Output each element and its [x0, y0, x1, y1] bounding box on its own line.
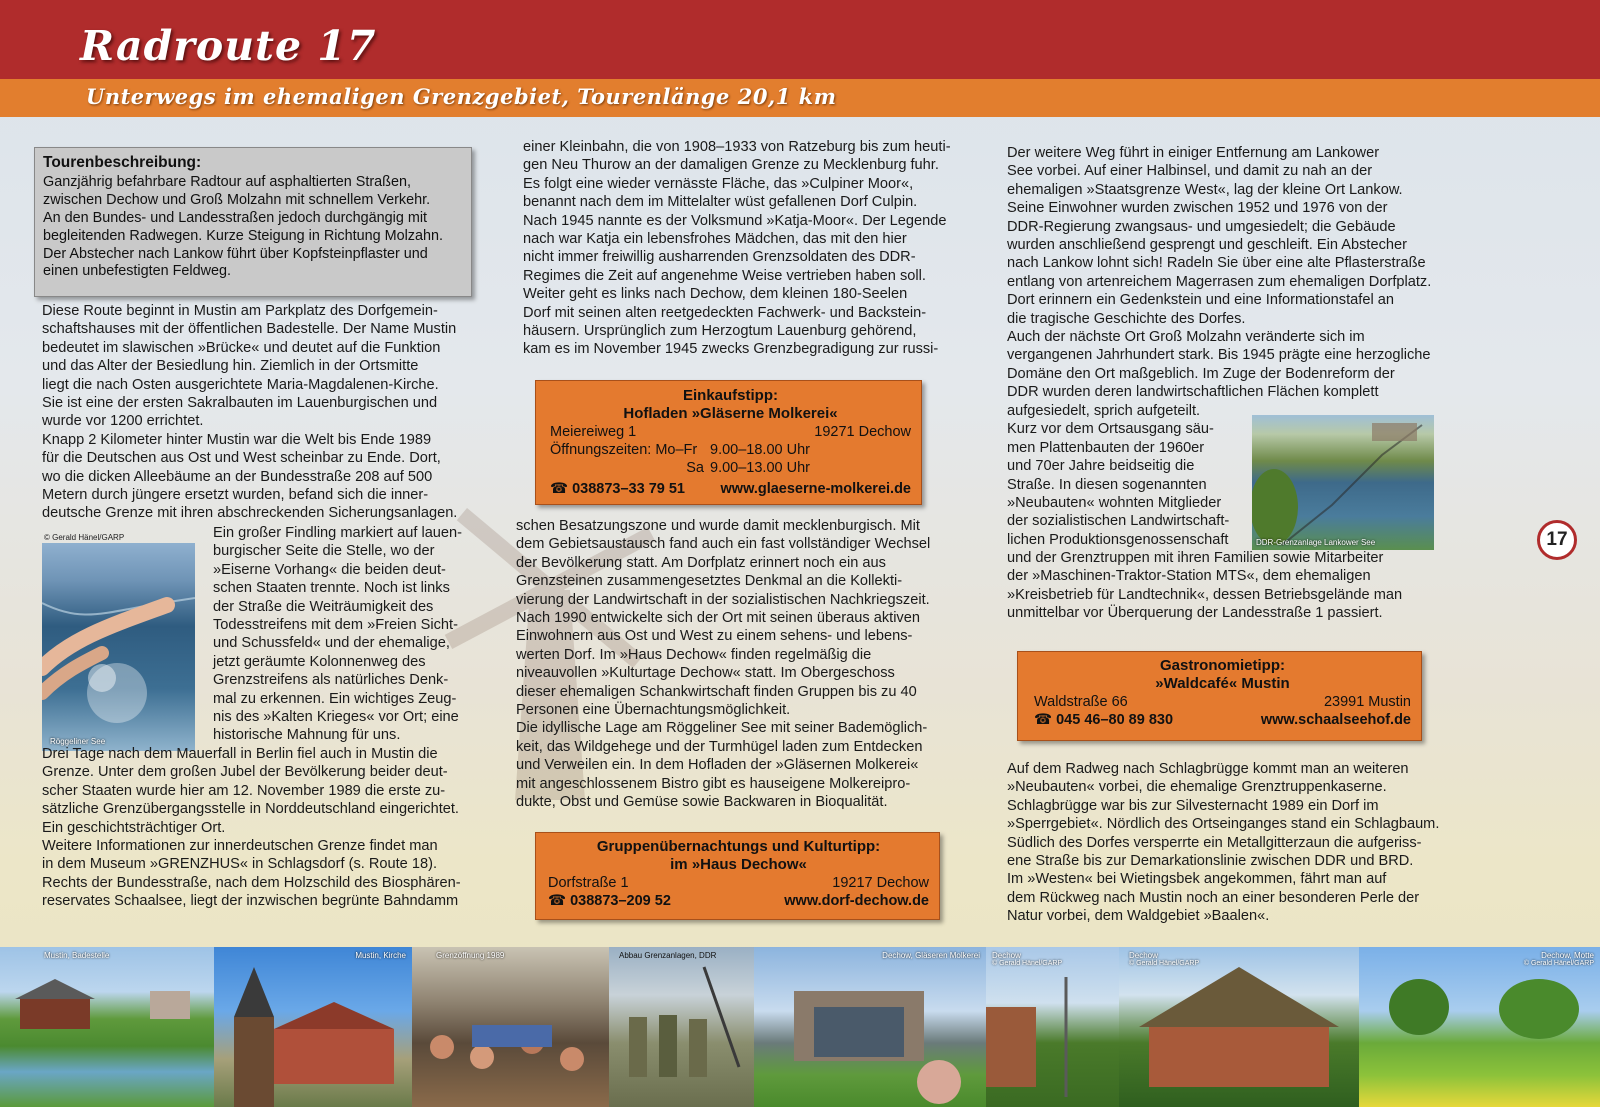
photo-grenzoeffnung	[412, 947, 609, 1107]
text-line: See vorbei. Auf einer Halbinsel, und damit zu nah an der	[1007, 163, 1373, 180]
text-line: Grenzsteinen zusammengesetztes Denkmal an die Kollekti-	[516, 573, 903, 590]
tour-box-line: einen unbefestigten Feldweg.	[43, 263, 232, 280]
text-line: und der Grenztruppen mit ihren Familien sowie Mitarbeiter	[1007, 550, 1384, 566]
shopping-tip-hours-day2: Sa	[686, 460, 704, 476]
group-tip-street: Dorfstraße 1	[548, 875, 629, 891]
text-line: Weiter geht es links nach Dechow, dem kleinen 180-Seelen	[523, 286, 908, 303]
column-1-text-wrap	[213, 524, 475, 745]
text-line: historische Mahnung für uns.	[213, 727, 401, 744]
group-tip-website[interactable]: www.dorf-dechow.de	[784, 893, 929, 909]
text-line: Rechts der Bundesstraße, nach dem Holzschild des Biosphären-	[42, 874, 461, 891]
text-line: »Neubauten« wohnten Mitglieder	[1007, 495, 1222, 512]
text-line: schaftshauses mit der öffentlichen Badestelle. Der Name Mustin	[42, 321, 457, 338]
text-line: Dort erinnern ein Gedenkstein und eine Informationstafel an	[1007, 292, 1394, 309]
gastronomy-tip-heading: Gastronomietipp:	[1159, 657, 1285, 674]
text-line: entlang von artenreichem Magerrasen zum ehemaligen Dorfplatz.	[1007, 273, 1432, 290]
tour-box-line: Ganzjährig befahrbare Radtour auf asphaltierten Straßen,	[43, 173, 411, 190]
text-line: Weitere Informationen zur innerdeutschen Grenze findet man	[42, 838, 438, 855]
group-tip-city: 19217 Dechow	[832, 875, 929, 891]
column-3-text-mid	[1007, 549, 1447, 623]
text-line: men Plattenbauten der 1960er	[1007, 439, 1205, 456]
text-line: »Eiserne Vorhang« die beiden deut-	[213, 561, 446, 578]
group-culture-tip-box	[535, 832, 940, 920]
text-line: Der weitere Weg führt in einiger Entfernung am Lankower	[1007, 145, 1380, 161]
gastronomy-tip-street: Waldstraße 66	[1034, 694, 1128, 710]
text-line: ehemaligen »Staatsgrenze West«, lag der kleine Ort Lankow.	[1007, 181, 1403, 198]
text-line: werten Dorf. Im »Haus Dechow« finden regelmäßig die	[516, 646, 872, 663]
text-line: Grenzstreifens als natürliches Denk-	[213, 672, 449, 689]
tour-box-heading: Tourenbeschreibung:	[43, 154, 202, 171]
photo-dechow-motte	[1359, 947, 1600, 1107]
strip-copyright: © Gerald Hänel/GARP	[992, 960, 1063, 967]
text-line: Im »Westen« bei Wietingsbek angekommen, fährt man auf	[1007, 871, 1387, 888]
gastronomy-tip-phone[interactable]: 045 46–80 89 830	[1056, 712, 1174, 728]
column-1-text-top	[42, 302, 472, 523]
text-line: deutsche Grenze mit ihren abschreckenden Sicherungsanlagen.	[42, 505, 458, 522]
text-line: Die idyllische Lage am Röggeliner See mit seiner Bademöglich-	[516, 720, 928, 737]
text-line: dem Gebietsaustausch fand auch ein fast vollständiger Wechsel	[516, 536, 931, 553]
strip-caption: Dechow, Motte	[1541, 951, 1594, 960]
text-line: Grenze. Unter dem großen Jubel der Bevölkerung beider deut-	[42, 764, 448, 781]
photo-abbau-grenzanlagen	[609, 947, 754, 1107]
text-line: dukte, Obst und Gemüse sowie Backwaren in Bioqualität.	[516, 794, 888, 811]
text-line: Südlich des Dorfes versperrte ein Metallgitterzaun die aufgeriss-	[1007, 834, 1422, 851]
text-line: Metern durch jüngere ersetzt wurden, befand sich die inner-	[42, 487, 429, 504]
photo-lankower-see-border	[1252, 415, 1434, 550]
text-line: schen Staaten trennte. Noch ist links	[213, 580, 450, 597]
strip-caption: Grenzöffnung 1989	[436, 951, 505, 960]
text-line: nis des »Kalten Krieges« vor Ort; eine	[213, 709, 459, 726]
text-line: nach Lankow lohnt sich! Radeln Sie über eine alte Pflasterstraße	[1007, 255, 1426, 272]
strip-caption: Abbau Grenzanlagen, DDR	[619, 951, 717, 960]
strip-caption: Mustin, Kirche	[355, 951, 406, 960]
text-line: die tragische Geschichte des Dorfes.	[1007, 310, 1246, 327]
subtitle-band	[0, 79, 1600, 117]
column-3-text-wrap	[1007, 402, 1247, 549]
text-line: und 70er Jahre beidseitig die	[1007, 458, 1195, 475]
group-tip-name: im »Haus Dechow«	[670, 856, 807, 873]
shopping-tip-box	[535, 380, 922, 505]
text-line: Natur vorbei, dem Waldgebiet »Baalen«.	[1007, 908, 1270, 925]
text-line: nach war Katja ein lebensfrohes Mädchen, das mit den hier	[523, 231, 907, 248]
text-line: vierung der Landwirtschaft in der sozialistischen Nachkriegszeit.	[516, 591, 930, 608]
text-line: burgischer Seite die Stelle, wo der	[213, 543, 435, 560]
text-line: der sozialistischen Landwirtschaft-	[1007, 513, 1230, 530]
text-line: Es folgt eine wieder vernässte Fläche, das »Culpiner Moor«,	[523, 175, 914, 192]
text-line: nicht immer freiwillig ausharrenden Grenzsoldaten des DDR-	[523, 249, 916, 266]
text-line: reservates Schaalsee, liegt der inzwischen begrünte Bahndamm	[42, 893, 459, 910]
phone-icon: ☎	[550, 481, 569, 497]
text-line: benannt nach dem im Mittelalter wüst gefallenen Dorf Culpin.	[523, 194, 918, 211]
photo-dechow-fachwerkhaus	[1119, 947, 1359, 1107]
text-line: und Verweilen ein. In dem Hofladen der »Gläsernen Molkerei«	[516, 757, 919, 774]
photo-caption: DDR-Grenzanlage Lankower See	[1256, 538, 1376, 547]
text-line: ene Straße bis zur Demarkationslinie zwischen DDR und BRD.	[1007, 853, 1414, 870]
page-title: Radroute 17	[80, 22, 377, 70]
gastronomy-tip-website[interactable]: www.schaalseehof.de	[1260, 712, 1411, 728]
text-line: liegt die nach Osten ausgerichtete Maria-Magdalenen-Kirche.	[42, 376, 439, 393]
text-line: jetzt geräumte Kolonnenweg des	[213, 653, 426, 670]
photo-caption: Röggeliner See	[50, 737, 106, 746]
text-line: Ein geschichtsträchtiger Ort.	[42, 819, 226, 836]
text-line: schen Besatzungszone und wurde damit mecklenburgisch. Mit	[516, 518, 920, 534]
photo-roeggeliner-see	[42, 543, 195, 751]
tour-box-line: begleitenden Radwegen. Kurze Steigung in Richtung Molzahn.	[43, 227, 444, 244]
photo-copyright-label: © Gerald Hänel/GARP	[44, 533, 125, 542]
text-line: lichen Produktionsgenossenschaft	[1007, 531, 1229, 548]
tour-box-line: An den Bundes- und Landesstraßen jedoch durchgängig mit	[43, 209, 428, 226]
strip-caption: Dechow, Gläseren Molkerei	[882, 951, 980, 960]
text-line: niveauvollen »Kulturtage Dechow« statt. Im Obergeschoss	[516, 665, 895, 682]
strip-copyright: © Gerald Hänel/GARP	[1129, 960, 1200, 967]
column-2-text-top	[523, 138, 953, 359]
text-line: einer Kleinbahn, die von 1908–1933 von Ratzeburg bis zum heuti-	[523, 139, 951, 155]
text-line: kam es im November 1945 zwecks Grenzbegradigung zur russi-	[523, 341, 939, 358]
text-line: »Kreisbetrieb für Landtechnik«, dessen Betriebsgelände man	[1007, 586, 1403, 603]
strip-copyright: © Gerald Hänel/GARP	[1523, 960, 1594, 967]
shopping-tip-hours-weekday: 9.00–18.00 Uhr	[710, 442, 810, 458]
text-line: »Neubauten« vorbei, die ehemalige Grenztruppenkaserne.	[1007, 779, 1387, 796]
column-3-text-top	[1007, 144, 1437, 402]
page-number-badge: 17	[1537, 520, 1577, 560]
tour-box-line: zwischen Dechow und Groß Molzahn mit schnellem Verkehr.	[43, 191, 431, 208]
text-line: Seine Einwohner wurden zwischen 1952 und 1976 von der	[1007, 200, 1388, 217]
title-band	[0, 0, 1600, 79]
text-line: scher Staaten wurde hier am 12. November 1989 die erste zu-	[42, 782, 446, 799]
text-line: der »Maschinen-Traktor-Station MTS«, dem ehemaligen	[1007, 568, 1371, 585]
text-line: dem Rückweg nach Mustin noch an einer besonderen Perle der	[1007, 889, 1420, 906]
text-line: sätzliche Grenzübergangsstelle in Norddeutschland eingerichtet.	[42, 801, 459, 818]
photo-mustin-kirche	[214, 947, 412, 1107]
text-line: wurden anschließend gesprengt und geschleift. Ein Abstecher	[1007, 237, 1407, 254]
text-line: Drei Tage nach dem Mauerfall in Berlin fiel auch in Mustin die	[42, 746, 438, 762]
text-line: in dem Museum »GRENZHUS« in Schlagsdorf (s. Route 18).	[42, 856, 437, 873]
shopping-tip-street: Meiereiweg 1	[550, 424, 637, 440]
text-line: wurde vor 1200 errichtet.	[42, 413, 204, 430]
text-line: Personen eine Übernachtungsmöglichkeit.	[516, 702, 791, 719]
text-line: unmittelbar vor Überquerung der Landesstraße 1 passiert.	[1007, 605, 1383, 622]
text-line: wo die dicken Alleebäume an der Bundesstraße 208 auf 500	[42, 468, 433, 485]
strip-caption: Mustin, Badestelle	[44, 951, 110, 960]
text-line: »Sperrgebiet«. Nördlich des Ortseinganges stand ein Schlagbaum.	[1007, 816, 1440, 833]
text-line: Kurz vor dem Ortsausgang säu-	[1007, 421, 1214, 438]
text-line: mit angeschlossenem Bistro gibt es hauseigene Molkereipro-	[516, 775, 911, 792]
phone-icon: ☎	[548, 893, 567, 909]
gastronomy-tip-name: »Waldcafé« Mustin	[1155, 675, 1290, 692]
gastronomy-tip-box	[1017, 651, 1422, 741]
text-line: dieser ehemaligen Schankwirtschaft finden Gruppen bis zu 40	[516, 683, 917, 700]
text-line: Nach 1990 entwickelte sich der Ort mit seinen überaus aktiven	[516, 610, 920, 627]
text-line: aufgesiedelt, sprich aufgeteilt.	[1007, 403, 1201, 419]
text-line: Diese Route beginnt in Mustin am Parkplatz des Dorfgemein-	[42, 303, 438, 319]
tour-box-line: Der Abstecher nach Lankow führt über Kopfsteinpflaster und	[43, 245, 428, 262]
tour-description-box	[34, 147, 472, 297]
phone-icon: ☎	[1034, 712, 1053, 728]
strip-caption: Dechow	[992, 951, 1021, 960]
text-line: für die Deutschen aus Ost und West scheinbar zu Ende. Dort,	[42, 450, 441, 467]
text-line: Schlagbrügge war bis zur Silvesternacht 1989 ein Dorf im	[1007, 797, 1379, 814]
text-line: Sie ist eine der ersten Sakralbauten im Lauenburgischen und	[42, 395, 438, 412]
text-line: Domäne den Ort maßgeblich. Im Zuge der Bodenreform der	[1007, 365, 1395, 382]
text-line: Straße. In diesen sogenannten	[1007, 476, 1207, 493]
shopping-tip-heading: Einkaufstipp:	[682, 387, 778, 404]
group-tip-heading: Gruppenübernachtungs und Kulturtipp:	[596, 838, 881, 855]
shopping-tip-city: 19271 Dechow	[814, 424, 911, 440]
shopping-tip-website[interactable]: www.glaeserne-molkerei.de	[720, 481, 911, 497]
shopping-tip-name: Hofladen »Gläserne Molkerei«	[623, 405, 838, 422]
text-line: vergangenen Jahrhundert stark. Bis 1945 prägte eine herzogliche	[1007, 347, 1431, 364]
text-line: keit, das Wildgehege und der Turmhügel laden zum Entdecken	[516, 738, 923, 755]
column-1-text-bottom	[42, 745, 472, 911]
text-line: mal zu erkennen. Ein wichtiges Zeug-	[213, 690, 457, 707]
text-line: der Straße die Weiträumigkeit des	[213, 598, 434, 615]
text-line: gen Neu Thurow an der damaligen Grenze zu Mecklenburg fuhr.	[523, 157, 939, 174]
text-line: Auf dem Radweg nach Schlagbrügge kommt man an weiteren	[1007, 761, 1409, 777]
column-3-text-bottom	[1007, 760, 1447, 926]
photo-glaeserne-molkerei	[754, 947, 986, 1107]
strip-caption: Dechow	[1129, 951, 1158, 960]
text-line: DDR-Regierung zwangsaus- und umgesiedelt; die Gebäude	[1007, 218, 1396, 235]
text-line: Ein großer Findling markiert auf lauen-	[213, 525, 463, 541]
text-line: und das Alter der Besiedlung hin. Ziemlich in der Ortsmitte	[42, 358, 419, 375]
text-line: Nach 1945 nannte es der Volksmund »Katja-Moor«. Der Legende	[523, 212, 947, 229]
text-line: und Schussfeld« und der ehemalige,	[213, 635, 450, 652]
group-tip-phone[interactable]: 038873–209 52	[570, 893, 671, 909]
shopping-tip-hours-label: Öffnungszeiten: Mo–Fr	[550, 442, 698, 458]
text-line: Auch der nächste Ort Groß Molzahn veränderte sich im	[1007, 329, 1365, 346]
text-line: bedeutet im slawischen »Brücke« und deutet auf die Funktion	[42, 339, 441, 356]
page-subtitle: Unterwegs im ehemaligen Grenzgebiet, Tourenlänge 20,1 km	[86, 84, 837, 109]
text-line: häusern. Ursprünglich zum Herzogtum Lauenburg gehörend,	[523, 323, 917, 340]
text-line: Knapp 2 Kilometer hinter Mustin war die Welt bis Ende 1989	[42, 431, 432, 448]
text-line: der Bevölkerung statt. Am Dorfplatz erinnert noch ein aus	[516, 554, 886, 571]
column-2-text-bottom	[516, 517, 956, 812]
text-line: Dorf mit seinen alten reetgedeckten Fachwerk- und Backstein-	[523, 304, 927, 321]
shopping-tip-hours-saturday: 9.00–13.00 Uhr	[710, 460, 810, 476]
photo-mustin-badestelle	[0, 947, 214, 1107]
shopping-tip-phone[interactable]: 038873–33 79 51	[572, 481, 685, 497]
text-line: Einwohnern aus Ost und West zu einem sehens- und lebens-	[516, 628, 913, 645]
photo-dechow-storchennest	[986, 947, 1119, 1107]
gastronomy-tip-city: 23991 Mustin	[1323, 694, 1411, 710]
text-line: Regimes die Zeit auf angenehme Weise vertrieben haben soll.	[523, 267, 926, 284]
text-line: DDR wurden deren landwirtschaftlichen Flächen komplett	[1007, 384, 1379, 401]
text-line: Todesstreifens mit dem »Freien Sicht-	[213, 617, 458, 634]
